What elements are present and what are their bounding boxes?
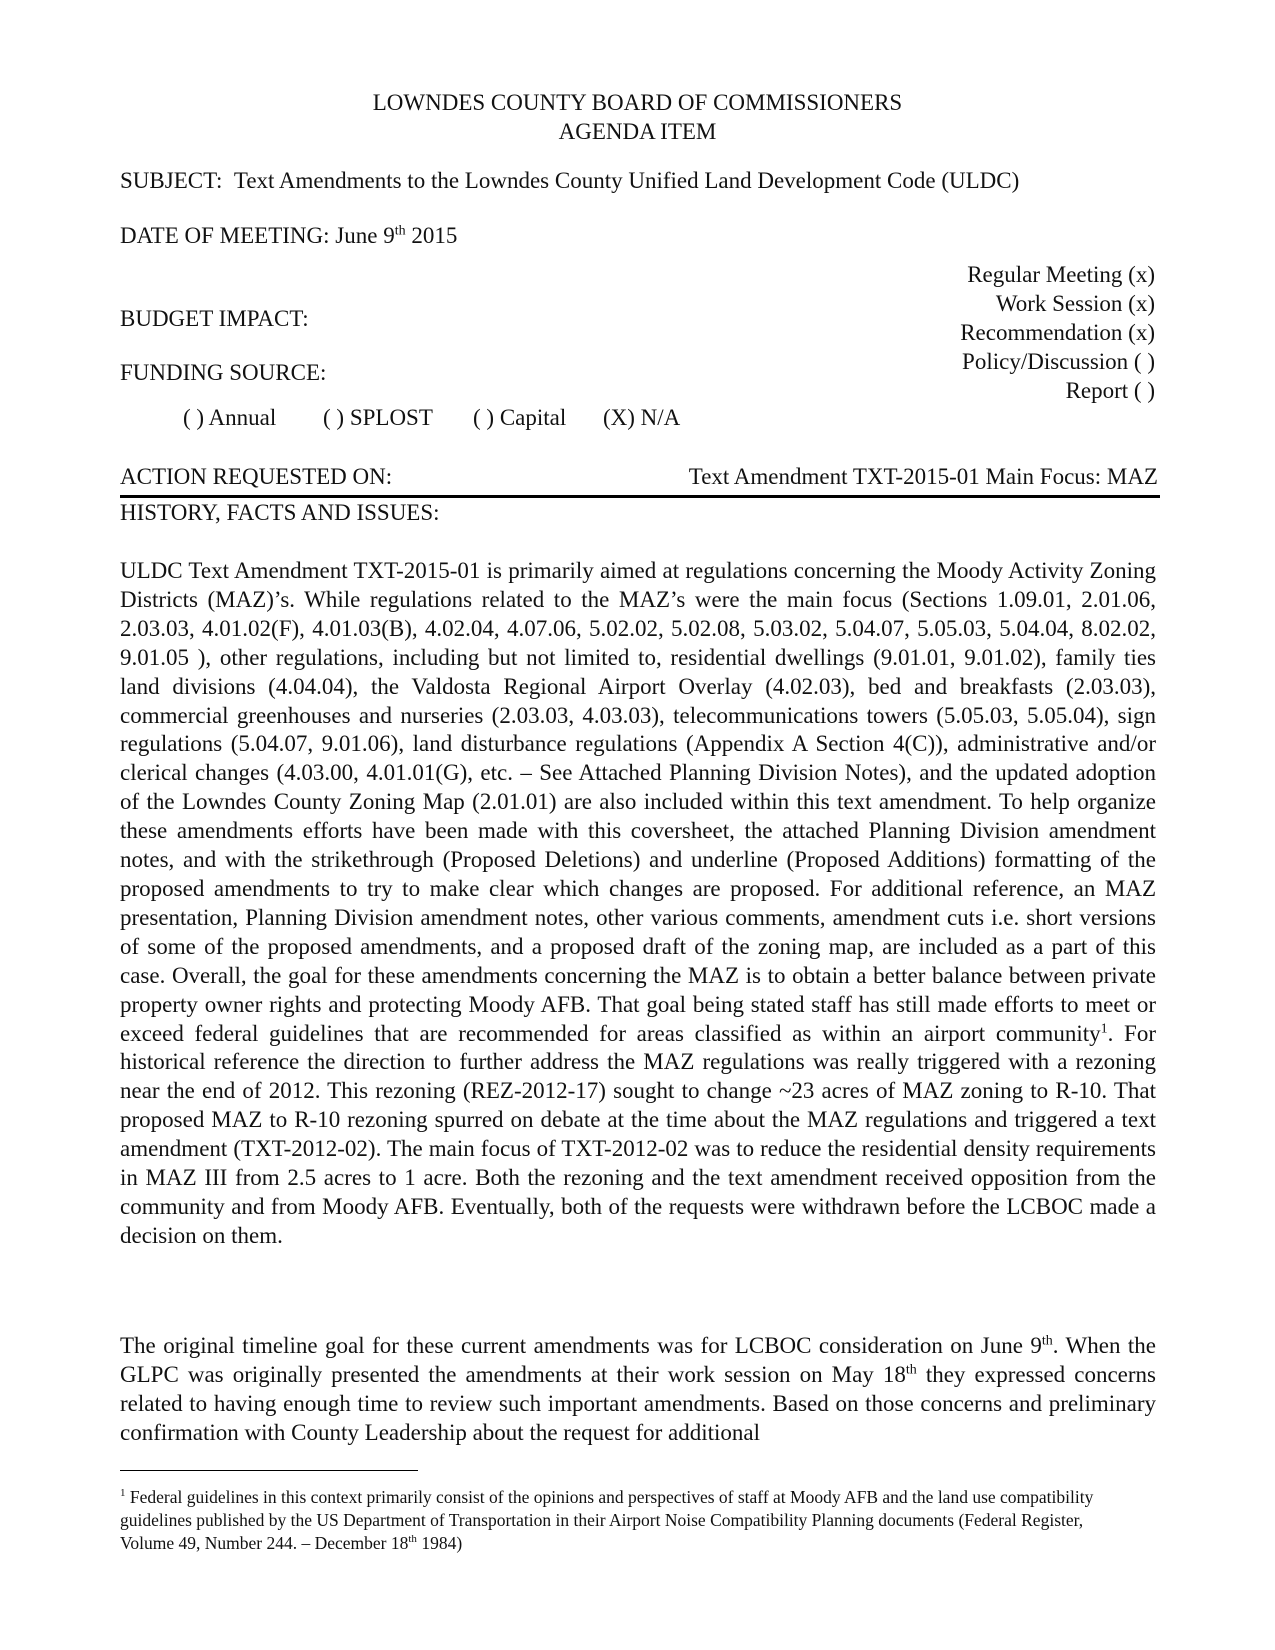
funding-option-splost: ( ) SPLOST xyxy=(323,405,433,430)
footnote-divider xyxy=(120,1470,418,1471)
doc-type-title: AGENDA ITEM xyxy=(558,119,717,144)
footnote-text-b: 1984) xyxy=(416,1533,463,1553)
meeting-type-recommendation: Recommendation (x) xyxy=(960,320,1155,345)
funding-option-capital: ( ) Capital xyxy=(473,405,567,430)
budget-impact-label: BUDGET IMPACT: xyxy=(120,306,309,331)
action-requested-value: Text Amendment TXT-2015-01 Main Focus: MAZ xyxy=(688,464,1158,489)
footnote-marker: 1 xyxy=(120,1487,126,1500)
action-requested-row xyxy=(120,462,1158,491)
meeting-date-year: 2015 xyxy=(411,223,458,248)
funding-option-na: (X) N/A xyxy=(603,405,681,430)
history-paragraph-2 xyxy=(120,1332,1156,1448)
funding-source-label: FUNDING SOURCE: xyxy=(120,360,327,385)
funding-options xyxy=(183,403,680,432)
meeting-date-label: DATE OF MEETING: xyxy=(120,223,330,248)
meeting-date-day: 9 xyxy=(383,223,395,248)
action-requested-label: ACTION REQUESTED ON: xyxy=(120,464,393,489)
meeting-type-regular: Regular Meeting (x) xyxy=(967,262,1155,287)
subject-label: SUBJECT: xyxy=(120,168,223,193)
history-para2-sup-2: th xyxy=(905,1362,917,1378)
history-label: HISTORY, FACTS AND ISSUES: xyxy=(120,500,440,525)
history-para2-sup-1: th xyxy=(1041,1333,1053,1349)
footnote-reference: 1 xyxy=(1100,1020,1108,1036)
meeting-date-month: June xyxy=(335,223,378,248)
org-title: LOWNDES COUNTY BOARD OF COMMISSIONERS xyxy=(372,90,903,115)
meeting-type-policy-discussion: Policy/Discussion ( ) xyxy=(962,349,1155,374)
meeting-type-report: Report ( ) xyxy=(1065,378,1155,403)
document-header xyxy=(120,88,1155,146)
footnote xyxy=(120,1486,1130,1555)
history-para2-text-c: they expressed concerns related to having enough time to review such important amendments. Based on those concerns and preliminary confirmation with County Leadership about the request for additional xyxy=(120,1361,1156,1445)
subject-line xyxy=(120,166,1019,195)
footnote-date-suffix: th xyxy=(408,1533,417,1546)
footnote-text-a: Federal guidelines in this context primarily consist of the opinions and perspectives of staff at Moody AFB and the land use compatibility guidelines published by the US Department of Transportation in their Airport Noise Compatibility Planning documents (Federal Register, Volume 49, Number 244. – December 18 xyxy=(120,1487,1094,1553)
meeting-date-line xyxy=(120,221,457,250)
meeting-type-list xyxy=(960,260,1155,405)
meeting-type-work-session: Work Session (x) xyxy=(995,291,1155,316)
subject-value: Text Amendments to the Lowndes County Unified Land Development Code (ULDC) xyxy=(233,168,1020,193)
history-para2-text-b: . When the GLPC was originally presented the amendments at their work session on May 18 xyxy=(120,1333,1157,1387)
funding-option-annual: ( ) Annual xyxy=(183,405,277,430)
history-paragraph-1 xyxy=(120,557,1156,1251)
history-para1-text-b: . For historical reference the direction to further address the MAZ regulations was really triggered with a rezoning near the end of 2012. This rezoning (REZ-2012-17) sought to change ~23 acres of MAZ zoning to R-10. That proposed MAZ to R-10 rezoning spurred on debate at the time about the MAZ regulations and triggered a text amendment (TXT-2012-02). The main focus of TXT-2012-02 was to reduce the residential density requirements in MAZ III from 2.5 acres to 1 acre. Both the rezoning and the text amendment received opposition from the community and from Moody AFB. Eventually, both of the requests were withdrawn before the LCBOC made a decision on them. xyxy=(120,1020,1156,1248)
meeting-date-suffix: th xyxy=(394,223,406,239)
history-para2-text-a: The original timeline goal for these current amendments was for LCBOC consideration on June 9 xyxy=(120,1333,1042,1358)
history-para1-text-a: ULDC Text Amendment TXT-2015-01 is primarily aimed at regulations concerning the Moody Activity Zoning Districts (MAZ)’s. While regulations related to the MAZ’s were the main focus (Sections 1.09.01, 2.01.06, 2.03.03, 4.01.02(F), 4.01.03(B), 4.02.04, 4.07.06, 5.02.02, 5.02.08, 5.03.02, 5.04.07, 5.05.03, 5.04.04, 8.02.02, 9.01.05 ), other regulations, including but not limited to, residential dwellings (9.01.01, 9.01.02), family ties land divisions (4.04.04), the Valdosta Regional Airport Overlay (4.02.03), bed and breakfasts (2.03.03), commercial greenhouses and nurseries (2.03.03, 4.03.03), telecommunications towers (5.05.03, 5.05.04), sign regulations (5.04.07, 9.01.06), land disturbance regulations (Appendix A Section 4(C)), administrative and/or clerical changes (4.03.00, 4.01.01(G), etc. – See Attached Planning Division Notes), and the updated adoption of the Lowndes County Zoning Map (2.01.01) are also included within this text amendment. To help organize these amendments efforts have been made with this coversheet, the attached Planning Division amendment notes, and with the strikethrough (Proposed Deletions) and underline (Proposed Additions) formatting of the proposed amendments to try to make clear which changes are proposed. For additional reference, an MAZ presentation, Planning Division amendment notes, other various comments, amendment cuts i.e. short versions of some of the proposed amendments, and a proposed draft of the zoning map, are included as a part of this case. Overall, the goal for these amendments concerning the MAZ is to obtain a better balance between private property owner rights and protecting Moody AFB. That goal being stated staff has still made efforts to meet or exceed federal guidelines that are recommended for areas classified as within an airport community xyxy=(120,558,1156,1046)
